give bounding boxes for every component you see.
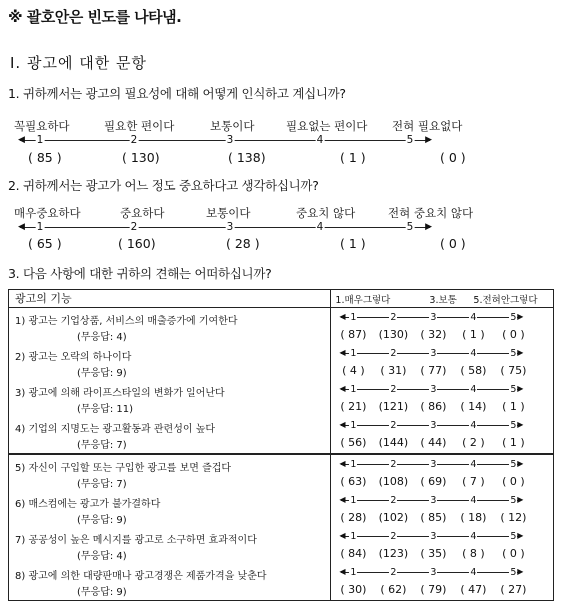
q3-item-count: (123) <box>378 547 409 560</box>
q1-label-3: 보통이다 <box>210 119 255 133</box>
q3-item-axis <box>339 420 524 431</box>
q3-statements-cell <box>9 454 331 601</box>
arrow-left-icon: ◀ <box>339 531 346 540</box>
q3-item-tick: 1 <box>350 384 357 395</box>
q2-question: 2. 귀하께서는 광고가 어느 정도 중요하다고 생각하십니까? <box>8 178 319 193</box>
q3-item-count: (108) <box>378 475 409 488</box>
q3-group-row <box>9 308 554 455</box>
q3-item-count: ( 84) <box>340 547 367 560</box>
q3-item-count: ( 32) <box>420 328 447 341</box>
q3-item-axis <box>339 312 524 323</box>
q3-item-tick: 4 <box>470 567 477 578</box>
q3-table <box>8 289 554 601</box>
q3-responses-cell <box>331 308 554 455</box>
q3-scale-3: 3.보통 <box>429 295 457 306</box>
q3-item-tick: 3 <box>430 312 437 323</box>
q3-item-tick: 2 <box>390 384 397 395</box>
arrow-left-icon: ◀ <box>339 459 346 468</box>
q3-item-tick: 3 <box>430 459 437 470</box>
q3-item-statement: 8) 광고에 의한 대량판매나 광고경쟁은 제품가격을 낮춘다 <box>15 571 267 582</box>
arrow-left-icon: ◀ <box>339 567 346 576</box>
q1-count-2: ( 130) <box>122 150 160 165</box>
q3-item-count: ( 31) <box>380 364 407 377</box>
q3-item-tick: 5 <box>510 420 517 431</box>
q3-item-tick: 2 <box>390 348 397 359</box>
q3-item-count: ( 4 ) <box>342 364 365 377</box>
q3-item-tick: 3 <box>430 384 437 395</box>
q3-item-count: ( 79) <box>420 583 447 596</box>
q3-item-no-response: (무응답: 11) <box>77 404 134 415</box>
section-title: Ⅰ. 광고에 대한 문항 <box>10 54 147 72</box>
q3-item-count: ( 14) <box>460 400 487 413</box>
q3-item-count: ( 21) <box>340 400 367 413</box>
q3-item-tick: 4 <box>470 348 477 359</box>
q3-item-tick: 4 <box>470 459 477 470</box>
q3-item-statement: 6) 매스컴에는 광고가 불가결하다 <box>15 499 161 510</box>
q3-item-tick: 3 <box>430 348 437 359</box>
q1-question: 1. 귀하께서는 광고의 필요성에 대해 어떻게 인식하고 계십니까? <box>8 86 346 101</box>
arrow-right-icon: ▶ <box>517 348 524 357</box>
q3-item-axis <box>339 384 524 395</box>
q3-item-count: ( 0 ) <box>502 475 525 488</box>
q1-tick-4: 4 <box>316 134 324 146</box>
q3-item-axis <box>339 348 524 359</box>
q3-item-statement: 7) 공공성이 높은 메시지를 광고로 소구하면 효과적이다 <box>15 535 257 546</box>
q3-item-tick: 2 <box>390 459 397 470</box>
q3-col-function: 광고의 기능 <box>9 290 331 308</box>
q3-item-tick: 2 <box>390 495 397 506</box>
q3-item-tick: 5 <box>510 384 517 395</box>
q3-item-tick: 4 <box>470 531 477 542</box>
arrow-right-icon: ▶ <box>517 495 524 504</box>
q1-tick-3: 3 <box>226 134 234 146</box>
q1-label-2: 필요한 편이다 <box>104 119 175 133</box>
q3-item-count: ( 86) <box>420 400 447 413</box>
q3-table-body <box>9 308 554 601</box>
q3-item-tick: 2 <box>390 567 397 578</box>
q3-scale-1: 1.매우그렇다 <box>335 295 391 306</box>
q3-item-tick: 4 <box>470 420 477 431</box>
q2-tick-3: 3 <box>226 221 234 233</box>
q3-item-tick: 1 <box>350 420 357 431</box>
q3-item-statement: 3) 광고에 의해 라이프스타일의 변화가 일어난다 <box>15 388 225 399</box>
arrow-right-icon: ▶ <box>517 459 524 468</box>
arrow-right-icon: ▶ <box>517 531 524 540</box>
q2-label-1: 매우중요하다 <box>14 206 81 220</box>
q3-item-count: (121) <box>378 400 409 413</box>
q3-scale-5: 5.전혀안그렇다 <box>473 295 538 306</box>
q3-item-axis <box>339 567 524 578</box>
arrow-left-icon: ◀ <box>339 384 346 393</box>
q3-item-count: ( 35) <box>420 547 447 560</box>
q1-count-1: ( 85 ) <box>28 150 62 165</box>
arrow-right-icon: ▶ <box>517 420 524 429</box>
q1-count-5: ( 0 ) <box>440 150 466 165</box>
q1-tick-1: 1 <box>36 134 44 146</box>
q3-item-statement: 5) 자신이 구입할 또는 구입한 광고를 보면 즐겁다 <box>15 463 232 474</box>
q2-count-3: ( 28 ) <box>226 236 260 251</box>
q2-count-4: ( 1 ) <box>340 236 366 251</box>
q3-item-count: ( 69) <box>420 475 447 488</box>
q3-item-count: ( 30) <box>340 583 367 596</box>
q3-item-tick: 5 <box>510 459 517 470</box>
q2-label-2: 중요하다 <box>120 206 165 220</box>
q3-item-tick: 1 <box>350 459 357 470</box>
q1-tick-2: 2 <box>130 134 138 146</box>
q3-item-count: ( 1 ) <box>502 436 525 449</box>
q3-item-tick: 1 <box>350 348 357 359</box>
q3-item-count: ( 18) <box>460 511 487 524</box>
q1-tick-5: 5 <box>406 134 414 146</box>
q3-item-count: ( 28) <box>340 511 367 524</box>
q3-item-count: (130) <box>378 328 409 341</box>
arrow-left-icon: ◀ <box>339 495 346 504</box>
q2-tick-1: 1 <box>36 221 44 233</box>
arrow-right-icon: ▶ <box>425 135 432 145</box>
arrow-left-icon: ◀ <box>339 348 346 357</box>
q3-item-tick: 1 <box>350 567 357 578</box>
q3-item-count: ( 63) <box>340 475 367 488</box>
q2-tick-5: 5 <box>406 221 414 233</box>
q3-item-tick: 5 <box>510 495 517 506</box>
q3-item-tick: 4 <box>470 495 477 506</box>
q3-item-tick: 2 <box>390 420 397 431</box>
q1-count-4: ( 1 ) <box>340 150 366 165</box>
q1-label-5: 전혀 필요없다 <box>392 119 463 133</box>
q3-item-tick: 1 <box>350 495 357 506</box>
q3-item-count: ( 1 ) <box>462 328 485 341</box>
q3-item-count: ( 44) <box>420 436 447 449</box>
q2-label-3: 보통이다 <box>206 206 251 220</box>
q3-col-scale <box>331 290 554 308</box>
q3-item-no-response: (무응답: 4) <box>77 332 127 343</box>
q3-item-count: ( 85) <box>420 511 447 524</box>
q3-item-no-response: (무응답: 7) <box>77 440 127 451</box>
arrow-left-icon: ◀ <box>339 312 346 321</box>
q3-statements-cell <box>9 308 331 455</box>
q3-item-count: ( 47) <box>460 583 487 596</box>
q3-item-axis <box>339 459 524 470</box>
q3-item-tick: 5 <box>510 348 517 359</box>
q3-responses-cell <box>331 454 554 601</box>
q3-item-statement: 1) 광고는 기업상품, 서비스의 매출증가에 기여한다 <box>15 316 238 327</box>
q3-item-axis <box>339 531 524 542</box>
arrow-left-icon: ◀ <box>18 222 25 232</box>
frequency-note: ※ 괄호안은 빈도를 나타냄. <box>8 8 182 26</box>
q3-item-count: (102) <box>378 511 409 524</box>
q1-axis <box>20 134 430 146</box>
q3-item-count: ( 58) <box>460 364 487 377</box>
q3-item-count: ( 2 ) <box>462 436 485 449</box>
q3-item-count: ( 1 ) <box>502 400 525 413</box>
q1-count-3: ( 138) <box>228 150 266 165</box>
q3-item-tick: 1 <box>350 312 357 323</box>
q3-item-no-response: (무응답: 4) <box>77 551 127 562</box>
q3-group-row <box>9 454 554 601</box>
q3-item-count: ( 0 ) <box>502 328 525 341</box>
q3-item-tick: 5 <box>510 312 517 323</box>
q1-label-4: 필요없는 편이다 <box>286 119 368 133</box>
q3-item-tick: 2 <box>390 531 397 542</box>
q3-item-tick: 2 <box>390 312 397 323</box>
q3-item-tick: 5 <box>510 531 517 542</box>
q3-item-count: ( 56) <box>340 436 367 449</box>
arrow-right-icon: ▶ <box>425 222 432 232</box>
q2-axis <box>20 221 430 233</box>
q3-item-count: ( 62) <box>380 583 407 596</box>
q3-item-tick: 3 <box>430 567 437 578</box>
q3-item-count: ( 87) <box>340 328 367 341</box>
q3-item-count: ( 7 ) <box>462 475 485 488</box>
arrow-left-icon: ◀ <box>339 420 346 429</box>
q3-item-tick: 4 <box>470 384 477 395</box>
q3-item-no-response: (무응답: 9) <box>77 368 127 379</box>
q3-question: 3. 다음 사항에 대한 귀하의 견해는 어떠하십니까? <box>8 266 272 281</box>
q2-tick-4: 4 <box>316 221 324 233</box>
arrow-right-icon: ▶ <box>517 567 524 576</box>
arrow-right-icon: ▶ <box>517 384 524 393</box>
q3-item-count: ( 0 ) <box>502 547 525 560</box>
q2-count-1: ( 65 ) <box>28 236 62 251</box>
q3-item-count: (144) <box>378 436 409 449</box>
q3-item-no-response: (무응답: 9) <box>77 587 127 598</box>
q3-item-tick: 5 <box>510 567 517 578</box>
q3-item-count: ( 77) <box>420 364 447 377</box>
q3-item-no-response: (무응답: 9) <box>77 515 127 526</box>
q3-item-no-response: (무응답: 7) <box>77 479 127 490</box>
q3-item-tick: 3 <box>430 531 437 542</box>
q3-item-tick: 3 <box>430 420 437 431</box>
q3-item-axis <box>339 495 524 506</box>
q3-item-tick: 1 <box>350 531 357 542</box>
q3-item-tick: 4 <box>470 312 477 323</box>
q1-label-1: 꼭필요하다 <box>14 119 70 133</box>
q2-label-4: 중요치 않다 <box>296 206 356 220</box>
q3-item-count: ( 75) <box>500 364 527 377</box>
q3-item-tick: 3 <box>430 495 437 506</box>
q3-item-statement: 2) 광고는 오락의 하나이다 <box>15 352 132 363</box>
q2-count-5: ( 0 ) <box>440 236 466 251</box>
q2-label-5: 전혀 중요치 않다 <box>388 206 474 220</box>
q2-tick-2: 2 <box>130 221 138 233</box>
q2-count-2: ( 160) <box>118 236 156 251</box>
arrow-left-icon: ◀ <box>18 135 25 145</box>
q3-item-count: ( 12) <box>500 511 527 524</box>
q3-table-header <box>9 290 554 308</box>
q3-item-count: ( 27) <box>500 583 527 596</box>
q3-item-statement: 4) 기업의 지명도는 광고활동과 관련성이 높다 <box>15 424 216 435</box>
arrow-right-icon: ▶ <box>517 312 524 321</box>
q3-item-count: ( 8 ) <box>462 547 485 560</box>
